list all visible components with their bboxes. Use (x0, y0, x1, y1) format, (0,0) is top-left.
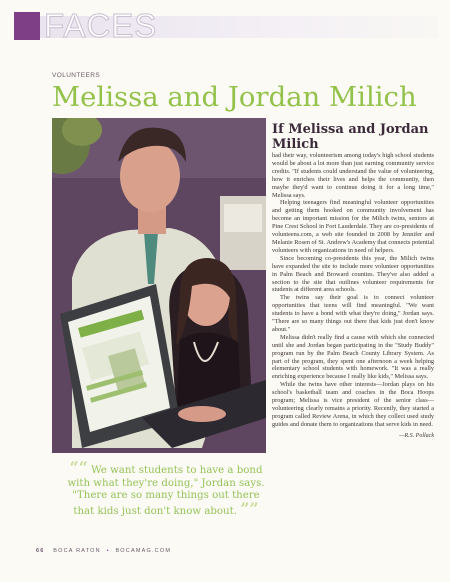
magazine-name: BOCA RATON (53, 548, 101, 554)
article-body (272, 122, 434, 441)
separator-dot-icon: • (106, 548, 110, 554)
pull-quote-text: We want students to have a bond with what they're doing," Jordan says. "There are so many things out there that kids just don't know about. (67, 465, 265, 517)
page-number: 66 (36, 548, 45, 554)
article-lead: If Melissa and Jordan Milich (272, 122, 429, 152)
article-paragraph: Since becoming co-presidents this year, the Milich twins have expanded the site to include more volunteer opportunities in Palm Beach and Broward counties. They've also added a section to the site that outlines volunteer requirements for students at different area schools. (272, 254, 434, 294)
portrait-photo-illustration (52, 118, 266, 453)
article-paragraph: While the twins have other interests—Jordan plays on his school's basketball team and coaches in the Boca Hoops program; Melissa is vice president of the senior class—volunteering clearly remains a priority. Recently, they started a program called Review Arena, in which they collect used study guides and donate them to organizations that serve kids in need. (272, 381, 434, 428)
pull-quote (62, 458, 270, 518)
article-paragraph: The twins say their goal is to connect volunteer opportunities that teens will find meaningful. "We want students to have a bond with what they're doing," Jordan says. "There are so many things out there that kids just don't know about." (272, 294, 434, 333)
close-quote-icon: ”” (240, 498, 259, 518)
article-paragraph: had their way, volunteerism among today's high school students would be about a lot more than just earning community service credits. "If students could understand the value of volunteering, how it enriches their lives and helps the community, then maybe they'd want to continue doing it for a long time," Melissa says. (272, 152, 434, 199)
kicker: VOLUNTEERS (52, 72, 101, 79)
headline: Melissa and Jordan Milich (52, 81, 417, 113)
byline: —R.S. Pollack (399, 432, 434, 439)
portrait-photo (52, 118, 266, 453)
open-quote-icon: ““ (69, 458, 88, 477)
section-header (14, 7, 438, 44)
article-paragraph: Melissa didn't really find a cause with which she connected until she and Jordan began participating in the "Study Buddy" program run by the Palm Beach County Library System. As part of the program, they spent one afternoon a week helping elementary school students with homework. "It was a really enriching experience because I really like kids," Melissa says. (272, 333, 434, 381)
article-paragraph: Helping teenagers find meaningful volunteer opportunities and getting them hooked on community involvement has become an important mission for the Milich twins, seniors at Pine Crest School in Fort Lauderdale. They are co-presidents of volunteens.com, a web site founded in 2008 by Jennifer and Melanie Rosen of St. Andrew's Academy that connects potential volunteers with organizations in need of helpers. (272, 199, 434, 254)
section-header-block (14, 12, 40, 40)
section-title: FACES (44, 7, 158, 44)
page-footer (36, 548, 171, 554)
magazine-site: BOCAMAG.COM (115, 548, 172, 554)
